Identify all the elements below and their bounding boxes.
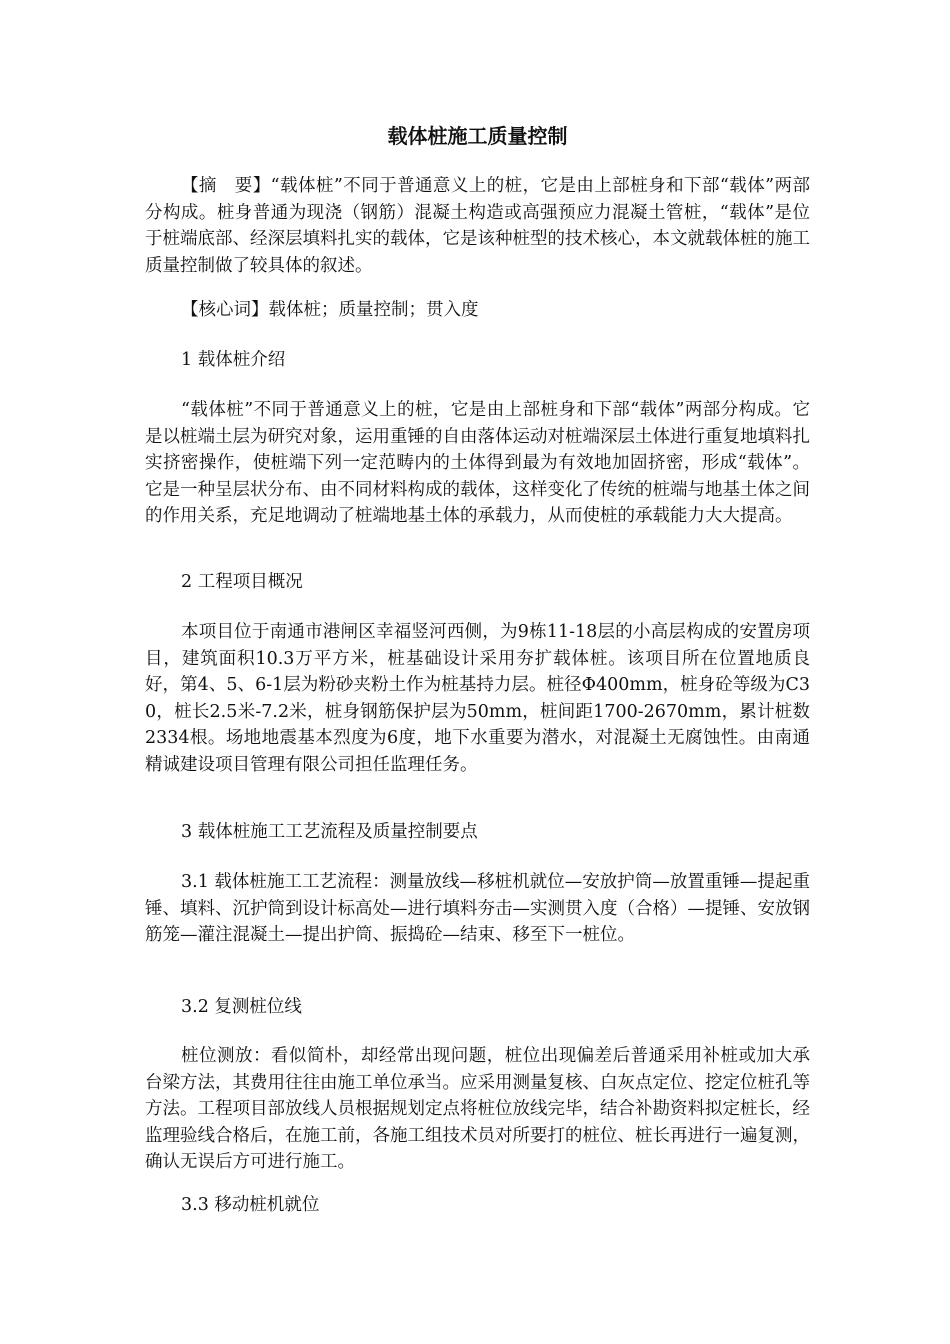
section-3-1-paragraph: 3.1 载体桩施工工艺流程：测量放线—移桩机就位—安放护筒—放置重锤—提起重锤、填料、沉护筒到设计标高处—进行填料夯击—实测贯入度（合格）—提锤、安放钢筋笼—灌注混凝土—提出护筒、振捣砼—结束、移至下一桩位。 (145, 872, 810, 946)
section-3-heading: 3 载体桩施工工艺流程及质量控制要点 (181, 822, 478, 842)
section-2-paragraph: 本项目位于南通市港闸区幸福竖河西侧，为9栋11-18层的小高层构成的安置房项目，建筑面积10.3万平方米，桩基础设计采用夯扩载体桩。该项目所在位置地质良好，第4、5、6-1层为粉砂夹粉土作为桩基持力层。桩径Φ400mm，桩身砼等级为C30，桩长2.5米-7.2米，桩身钢筋保护层为50mm，桩间距1700-2670mm，累计桩数2334根。场地地震基本烈度为6度，地下水重要为潜水，对混凝土无腐蚀性。由南通精诚建设项目管理有限公司担任监理任务。 (145, 622, 810, 775)
section-2-heading: 2 工程项目概况 (181, 572, 303, 592)
section-3-3-heading: 3.3 移动桩机就位 (181, 1195, 320, 1215)
document-title: 载体桩施工质量控制 (387, 124, 568, 148)
section-1-paragraph: “载体桩”不同于普通意义上的桩，它是由上部桩身和下部“载体”两部分构成。它是以桩端土层为研究对象，运用重锤的自由落体运动对桩端深层土体进行重复地填料扎实挤密操作，使桩端下列一定范畴内的土体得到最为有效地加固挤密，形成“载体”。它是一种呈层状分布、由不同材料构成的载体，这样变化了传统的桩端与地基土体之间的作用关系，充足地调动了桩端地基土体的承载力，从而使桩的承载能力大大提高。 (145, 400, 810, 527)
section-3-2-heading: 3.2 复测桩位线 (181, 997, 302, 1017)
section-1-heading: 1 载体桩介绍 (181, 350, 286, 370)
section-3-2-paragraph: 桩位测放：看似简朴，却经常出现问题，桩位出现偏差后普通采用补桩或加大承台梁方法，其费用往往由施工单位承当。应采用测量复核、白灰点定位、挖定位桩孔等方法。工程项目部放线人员根据规划定点将桩位放线完毕，结合补勘资料拟定桩长，经监理验线合格后，在施工前，各施工组技术员对所要打的桩位、桩长再进行一遍复测，确认无误后方可进行施工。 (145, 1046, 810, 1173)
keywords-line: 【核心词】载体桩；质量控制；贯入度 (181, 300, 479, 320)
abstract-paragraph: 【摘 要】“载体桩”不同于普通意义上的桩，它是由上部桩身和下部“载体”两部分构成。桩身普通为现浇（钢筋）混凝土构造或高强预应力混凝土管桩，“载体”是位于桩端底部、经深层填料扎实的载体，它是该种桩型的技术核心，本文就载体桩的施工质量控制做了较具体的叙述。 (145, 176, 810, 276)
